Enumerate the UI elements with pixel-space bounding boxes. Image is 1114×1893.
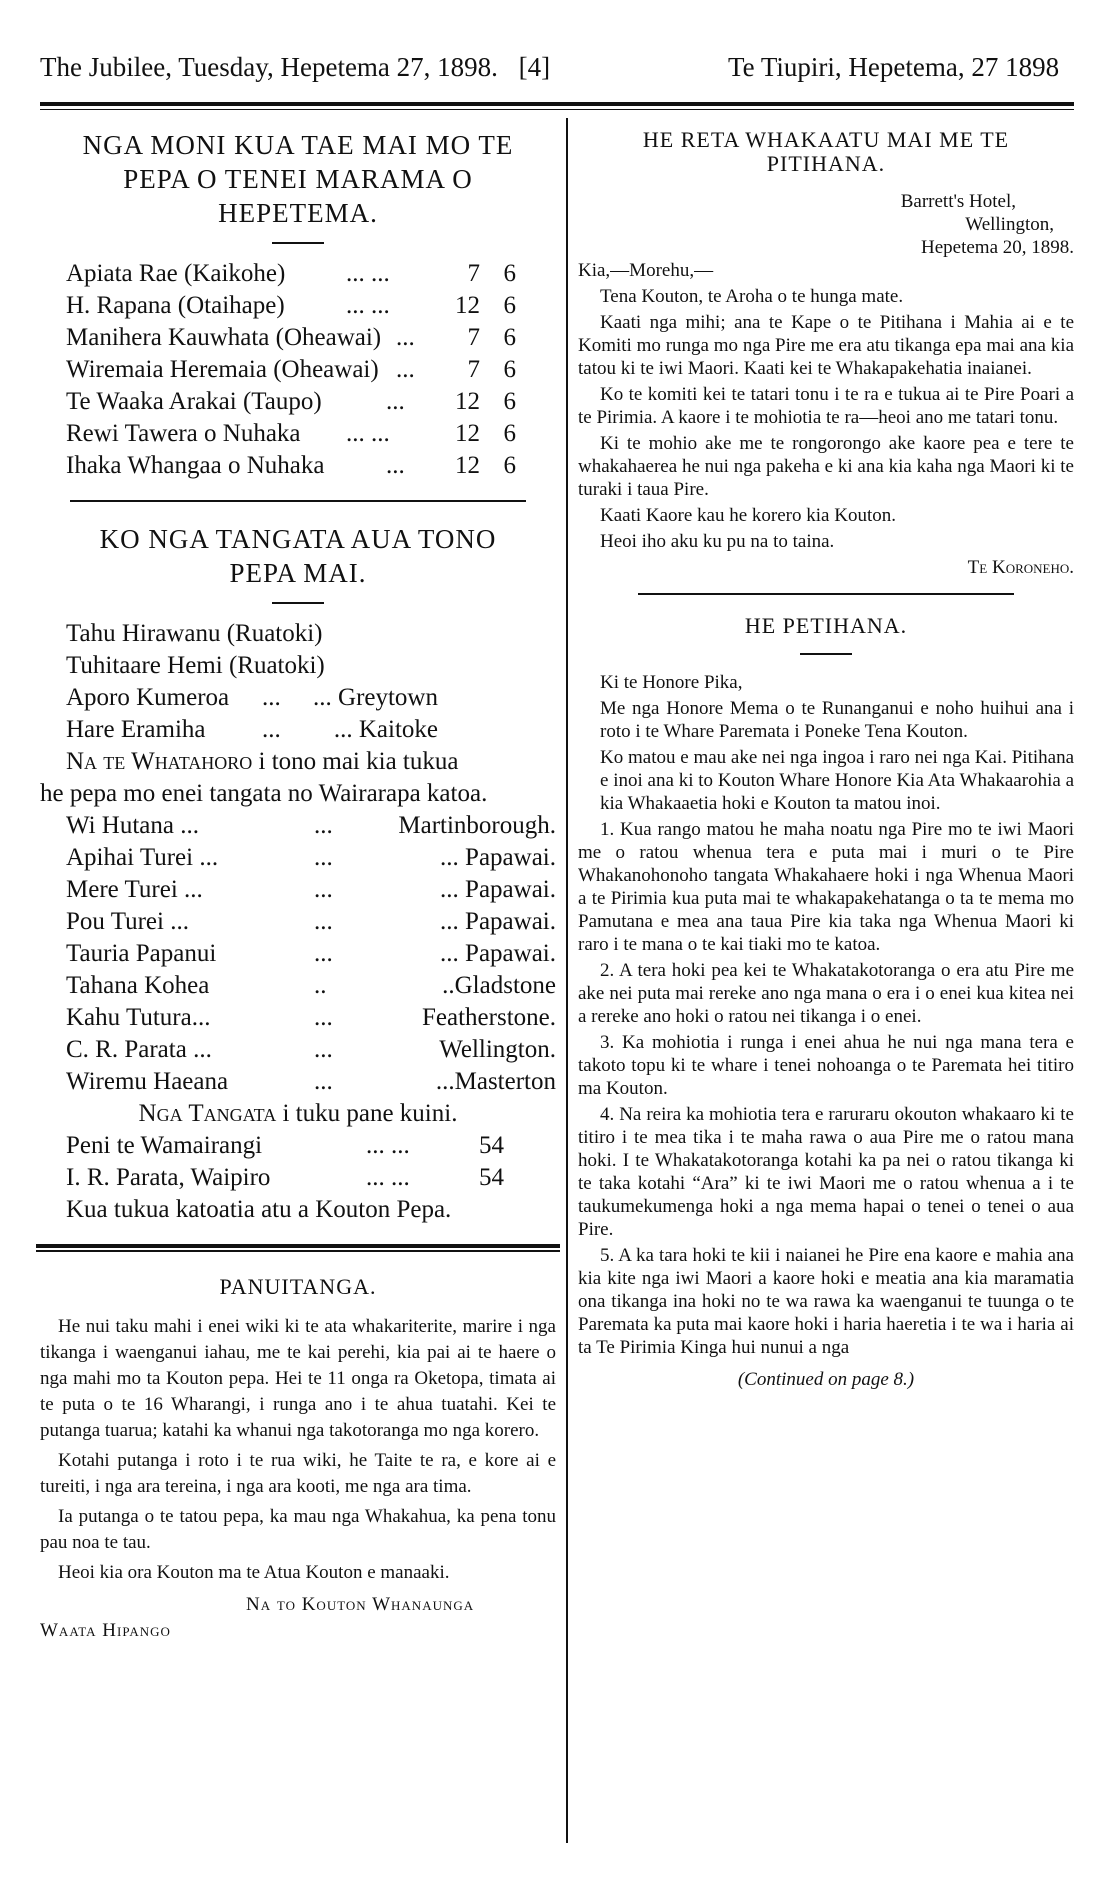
reta-paragraph: Kaati Kaore kau he korero kia Kouton. xyxy=(600,505,896,526)
whatahoro-note xyxy=(40,746,556,778)
petihana-section xyxy=(578,613,1074,1391)
kuini-heading-rest: i tuku pane kuini. xyxy=(276,1100,458,1127)
row-cell: ... xyxy=(313,940,333,967)
moni-title xyxy=(40,128,556,230)
tono-row xyxy=(40,1034,556,1066)
tono-line: Tuhitaare Hemi (Ruatoki) xyxy=(66,652,325,679)
panui-paragraph: He nui taku mahi i enei wiki ki te ata whakariterite, marire i nga tikanga i waenganui iahau, me te kai perehi, kia pai ai te haere o nga mahi mo ta Kouton pepa. Hei te 11 onga ra Oketopa, timata ai te puta o te 16 Wharangi, i runga ano i te ahua tuatahi. Kei te putanga tuarua; katahi ka whanui nga takotoranga mo nga korero. xyxy=(40,1316,556,1441)
tono-row xyxy=(40,1066,556,1098)
panui-paragraph: Heoi kia ora Kouton ma te Atua Kouton e manaaki. xyxy=(58,1562,450,1583)
row-cell: ... xyxy=(313,1036,333,1063)
moni-title-line3: HEPETEMA. xyxy=(218,198,378,228)
kuini-row xyxy=(40,1130,556,1162)
row-cell: ... xyxy=(386,388,405,415)
reta-title xyxy=(578,128,1074,176)
tono-line: Tahu Hirawanu (Ruatoki) xyxy=(66,620,323,647)
whatahoro-note-line2: he pepa mo enei tangata no Wairarapa katoa. xyxy=(40,780,488,807)
row-cell: Martinborough. xyxy=(398,812,556,839)
reta-paragraph: Kaati nga mihi; ana te Kape o te Pitihana i Mahia ai e te Komiti mo runga mo nga Pire me era atu tikanga epa mai ana kia tatou ki te iwi Maori. Kaati kei te Whakapakehatia inaianei. xyxy=(578,312,1074,379)
row-cell: ... xyxy=(313,876,333,903)
short-rule xyxy=(272,242,324,244)
tono-row xyxy=(40,970,556,1002)
petihana-item: 3. Ka mohiotia i runga i enei ahua he nui nga mana tera e takoto topu ki te whare i tenei nohoanga o te Paremata hei titiro ma Kouton. xyxy=(578,1032,1074,1099)
row-cell: Wellington. xyxy=(439,1036,556,1063)
row-cell: 54 xyxy=(479,1132,504,1159)
panui-title: PANUITANGA. xyxy=(219,1274,377,1299)
row-cell: Peni te Wamairangi xyxy=(66,1132,263,1159)
row-cell: ... xyxy=(313,908,333,935)
row-cell: 6 xyxy=(503,388,516,415)
row-cell: Wiremu Haeana xyxy=(66,1068,229,1095)
row-cell: ... ... xyxy=(346,420,390,447)
tono-row xyxy=(40,842,556,874)
reta-greeting: Kia,—Morehu,— xyxy=(578,260,714,281)
section-separator xyxy=(70,500,526,502)
reta-section xyxy=(578,128,1074,579)
reta-title-line1: HE RETA WHAKAATU MAI ME TE xyxy=(642,127,1010,152)
section-separator-thick xyxy=(36,1244,560,1248)
moni-row xyxy=(40,418,556,450)
row-cell: ... ... xyxy=(346,292,390,319)
tono-section xyxy=(40,522,556,1226)
page-number: [4] xyxy=(518,52,551,82)
reta-address-line2: Wellington, xyxy=(965,214,1054,235)
row-cell: ... ... xyxy=(366,1164,410,1191)
row-cell: ... ... xyxy=(366,1132,410,1159)
petihana-item: 1. Kua rango matou he maha noatu nga Pire mo te iwi Maori me o ratou whenua tera e puta mai i muri o te Pire Whakanohonoho tangata Whakahaere hoki i nga Whenua Maori a te Pirimia kua puta mai te whakapakehatanga o ta te mema mo Pamutana e mea ana taua Pire kia taka nga Whenua Maori ki raro i te mana o te kai tiaki mo te katoa. xyxy=(578,819,1074,955)
tono-row xyxy=(40,938,556,970)
row-cell: H. Rapana (Otaihape) xyxy=(66,292,285,319)
moni-row xyxy=(40,258,556,290)
petihana-title: HE PETIHANA. xyxy=(744,613,908,638)
row-cell: ... xyxy=(313,812,333,839)
row-cell: ... xyxy=(396,356,415,383)
row-cell: 6 xyxy=(503,420,516,447)
row-cell: ... Kaitoke xyxy=(333,716,438,743)
moni-row xyxy=(40,450,556,482)
reta-greeting-2: Tena Kouton, te Aroha o te hunga mate. xyxy=(600,286,904,307)
tono-row xyxy=(40,906,556,938)
reta-date: Hepetema 20, 1898. xyxy=(920,237,1074,258)
row-cell: ... xyxy=(262,684,281,711)
petihana-address: Ki te Honore Pika, xyxy=(600,672,743,693)
header-left xyxy=(40,52,550,83)
moni-row xyxy=(40,386,556,418)
row-cell: 6 xyxy=(503,260,516,287)
row-cell: Mere Turei ... xyxy=(66,876,203,903)
row-cell: 6 xyxy=(503,452,516,479)
row-cell: Wiremaia Heremaia (Oheawai) xyxy=(66,356,379,383)
row-cell: ... xyxy=(313,1004,333,1031)
right-column xyxy=(578,128,1074,1391)
petihana-item: 5. A ka tara hoki te kii i naianei he Pire ena kaore e mahia ana kia kite nga iwi Maori a kaore hoki e meatia ana kia maramatia ona tikanga ina hoki no te wa rawa ka waenganui te tuunga o te Paremata ka puta mai kaore hoki i haria haeretia i te wa i haria ai ta Te Pirimia Kinga hui nunui a nga xyxy=(578,1245,1074,1358)
tono-row xyxy=(40,1002,556,1034)
tono-row xyxy=(40,810,556,842)
row-cell: 7 xyxy=(467,324,480,351)
reta-signature: Te Koroneho. xyxy=(967,557,1074,578)
tono-list-wairarapa xyxy=(40,810,556,1098)
row-cell: ... xyxy=(313,844,333,871)
header-rule-thin xyxy=(40,109,1074,110)
moni-title-line1: NGA MONI KUA TAE MAI MO TE xyxy=(82,130,514,160)
tono-title-line2: PEPA MAI. xyxy=(229,558,367,588)
header-left-text: The Jubilee, Tuesday, Hepetema 27, 1898. xyxy=(40,52,498,82)
continued-note: (Continued on page 8.) xyxy=(737,1369,915,1390)
panui-paragraph: Kotahi putanga i roto i te rua wiki, he Taite te ra, e kore ai e tureiti, i nga ara tereina, i nga ara kooti, me nga ara tima. xyxy=(40,1450,556,1497)
row-cell: ... Papawai. xyxy=(440,844,556,871)
row-cell: Tahana Kohea xyxy=(66,972,210,999)
row-cell: Apiata Rae (Kaikohe) xyxy=(66,260,286,287)
row-cell: ...Masterton xyxy=(435,1068,556,1095)
moni-row xyxy=(40,354,556,386)
petihana-item: 4. Na reira ka mohiotia tera e raruraru okouton whakaaro ki te titiro i te mea tika i te maha rawa o aua Pire me o ratou mana hoki. I te Whakatakotoranga kotahi ka pa nei o ratou tikanga ki te taka kotahi “Ara” ki te iwi Maori me o ratou whenua a i te taukumekumenga hoki a nga mema hapai o tenei o tenei o aua Pire. xyxy=(578,1104,1074,1240)
row-cell: Pou Turei ... xyxy=(66,908,189,935)
row-cell: Te Waaka Arakai (Taupo) xyxy=(66,388,322,415)
column-divider xyxy=(566,118,568,1843)
panui-paragraph: Ia putanga o te tatou pepa, ka mau nga Whakahua, ka pena tonu pau noa te tau. xyxy=(40,1506,556,1553)
row-cell: Aporo Kumeroa xyxy=(66,684,230,711)
panui-sign-line1: Na to Kouton Whanaunga xyxy=(246,1594,475,1615)
row-cell: 12 xyxy=(455,292,480,319)
row-cell: Rewi Tawera o Nuhaka xyxy=(66,420,301,447)
row-cell: 12 xyxy=(455,420,480,447)
row-cell: Manihera Kauwhata (Oheawai) xyxy=(66,324,382,351)
row-cell: I. R. Parata, Waipiro xyxy=(66,1164,271,1191)
tono-row xyxy=(40,682,556,714)
row-cell: Hare Eramiha xyxy=(66,716,206,743)
panui-section xyxy=(40,1274,556,1644)
short-rule xyxy=(800,653,852,655)
row-cell: Apihai Turei ... xyxy=(66,844,219,871)
row-cell: Wi Hutana ... xyxy=(66,812,199,839)
row-cell: 7 xyxy=(467,356,480,383)
reta-paragraph: Ko te komiti kei te tatari tonu i te ra e tukua ai te Pire Poari a te Pirimia. A kaore i te mohiotia te ra—heoi ano me tatari tonu. xyxy=(578,384,1074,428)
row-cell: C. R. Parata ... xyxy=(66,1036,212,1063)
header-right: Te Tiupiri, Hepetema, 27 1898 xyxy=(728,52,1060,82)
moni-title-line2: PEPA O TENEI MARAMA O xyxy=(123,164,473,194)
petihana-address-2: Me nga Honore Mema o te Runanganui e noho huihui ana i roto i te Whare Paremata i Poneke Tena Kouton. xyxy=(600,698,1074,742)
row-cell: ..Gladstone xyxy=(442,972,556,999)
kuini-heading xyxy=(40,1098,556,1130)
kuini-heading-sc: Nga Tangata xyxy=(138,1100,277,1127)
row-cell: 12 xyxy=(455,388,480,415)
row-cell: ... Papawai. xyxy=(440,908,556,935)
row-cell: ... xyxy=(262,716,281,743)
petihana-intro: Ko matou e mau ake nei nga ingoa i raro nei nga Kai. Pitihana e inoi ana ki to Kouton Whare Honore Kia Ata Whakaarohia a kia Whakaaetia hoki e Kouton ta matou inoi. xyxy=(600,747,1074,814)
panui-sign-line2: Waata Hipango xyxy=(40,1620,171,1641)
left-column xyxy=(40,128,556,1644)
row-cell: ... Papawai. xyxy=(440,876,556,903)
row-cell: 6 xyxy=(503,356,516,383)
moni-list xyxy=(40,258,556,482)
moni-row xyxy=(40,322,556,354)
header-rule xyxy=(40,102,1074,106)
section-separator xyxy=(638,593,1014,595)
tono-title-line1: KO NGA TANGATA AUA TONO xyxy=(99,524,497,554)
row-cell: Tauria Papanui xyxy=(66,940,217,967)
row-cell: ... Greytown xyxy=(313,684,438,711)
reta-paragraph: Heoi iho aku ku pu na to taina. xyxy=(600,531,835,552)
row-cell: 6 xyxy=(503,324,516,351)
row-cell: .. xyxy=(313,972,327,999)
reta-address-line1: Barrett's Hotel, xyxy=(900,191,1016,212)
tono-row xyxy=(40,874,556,906)
row-cell: ... xyxy=(313,1068,333,1095)
row-cell: Featherstone. xyxy=(422,1004,556,1031)
whatahoro-name: Na te Whatahoro xyxy=(66,748,253,775)
row-cell: 7 xyxy=(467,260,480,287)
row-cell: Kahu Tutura... xyxy=(66,1004,211,1031)
whatahoro-rest: i tono mai kia tukua xyxy=(252,748,459,775)
row-cell: ... Papawai. xyxy=(440,940,556,967)
moni-row xyxy=(40,290,556,322)
section-separator-thin xyxy=(36,1250,560,1252)
row-cell: Ihaka Whangaa o Nuhaka xyxy=(66,452,325,479)
reta-paragraph: Ki te mohio ake me te rongorongo ake kaore pea e tere te whakahaerea he nui nga pakeha e ki ana kia kaha nga Maori ki te turaki i taua Pire. xyxy=(578,433,1074,500)
tono-row xyxy=(40,714,556,746)
kuini-row xyxy=(40,1162,556,1194)
tono-closing: Kua tukua katoatia atu a Kouton Pepa. xyxy=(66,1196,452,1223)
row-cell: ... xyxy=(386,452,405,479)
reta-title-line2: PITIHANA. xyxy=(766,151,886,176)
row-cell: ... xyxy=(396,324,415,351)
row-cell: ... ... xyxy=(346,260,390,287)
row-cell: 12 xyxy=(455,452,480,479)
short-rule xyxy=(272,602,324,604)
tono-title xyxy=(40,522,556,590)
petihana-item: 2. A tera hoki pea kei te Whakatakotoranga o era atu Pire me ake nei puta mai rereke ano nga mana o era i o enei kua kitea nei a rereke ano hoki o ratou nei tikanga i o enei. xyxy=(578,960,1074,1027)
row-cell: 54 xyxy=(479,1164,504,1191)
row-cell: 6 xyxy=(503,292,516,319)
moni-section xyxy=(40,128,556,482)
